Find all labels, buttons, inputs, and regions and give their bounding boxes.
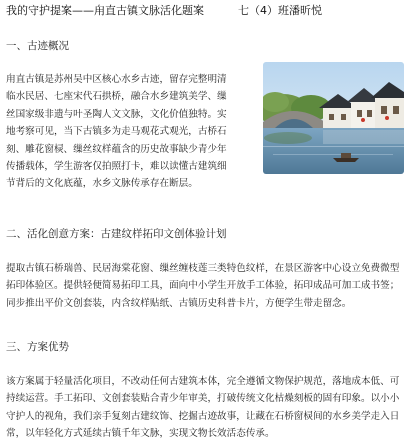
section-body-advantages: 该方案属于轻量活化项目，不改动任何古建筑本体，完全遵循文物保护规范，落地成本低、可持续运营。手工拓印、文创套装贴合青少年审美，打破传统文化枯燥刻板的固有印象。以小小守护人的视角，我们亲手复刻古建纹饰、挖掘古迹故事，让藏在石桥窗棂间的水乡美学走入日常，以年轻化方式延续古镇千年文脉，实现文物长效活态传承。 — [6, 376, 400, 440]
water-town-photo — [263, 62, 404, 174]
document-title-main: 我的守护提案——甪直古镇文脉活化题案 — [6, 4, 204, 17]
section-heading-plan: 二、活化创意方案：古建纹样拓印文创体验计划 — [6, 228, 227, 240]
section-body-overview: 甪直古镇是苏州吴中区核心水乡古迹，留存完整明清临水民居、七座宋代石拱桥，融合水乡建筑美学、缫丝国家级非遗与叶圣陶人文文脉，文化价值独特。实地考察可见，当下古镇多为走马观花式观光，古桥石刻、雕花窗棂、缫丝纹样蕴含的历史故事缺少青少年传播载体，学生游客仅拍照打卡，难以读懂古建筑细节背后的文化底蕴，水乡文脉传承存在断层。 — [6, 74, 227, 190]
document-title — [6, 4, 401, 18]
document-title-class: 七（4）班潘昕悦 — [238, 4, 322, 17]
section-heading-overview: 一、古迹概况 — [6, 40, 69, 52]
section-heading-advantages: 三、方案优势 — [6, 341, 69, 353]
water-town-illustration — [263, 62, 404, 174]
section-body-plan: 提取古镇石桥瑞兽、民居海棠花窗、缫丝缠枝莲三类特色纹样，在景区游客中心设立免费微型拓印体验区。提供轻便简易拓印工具，面向中小学生开放手工体验，拓印成品可加工成书签；同步推出平价文创套装，内含纹样贴纸、古镇历史科普卡片，方便学生带走留念。 — [6, 263, 400, 309]
